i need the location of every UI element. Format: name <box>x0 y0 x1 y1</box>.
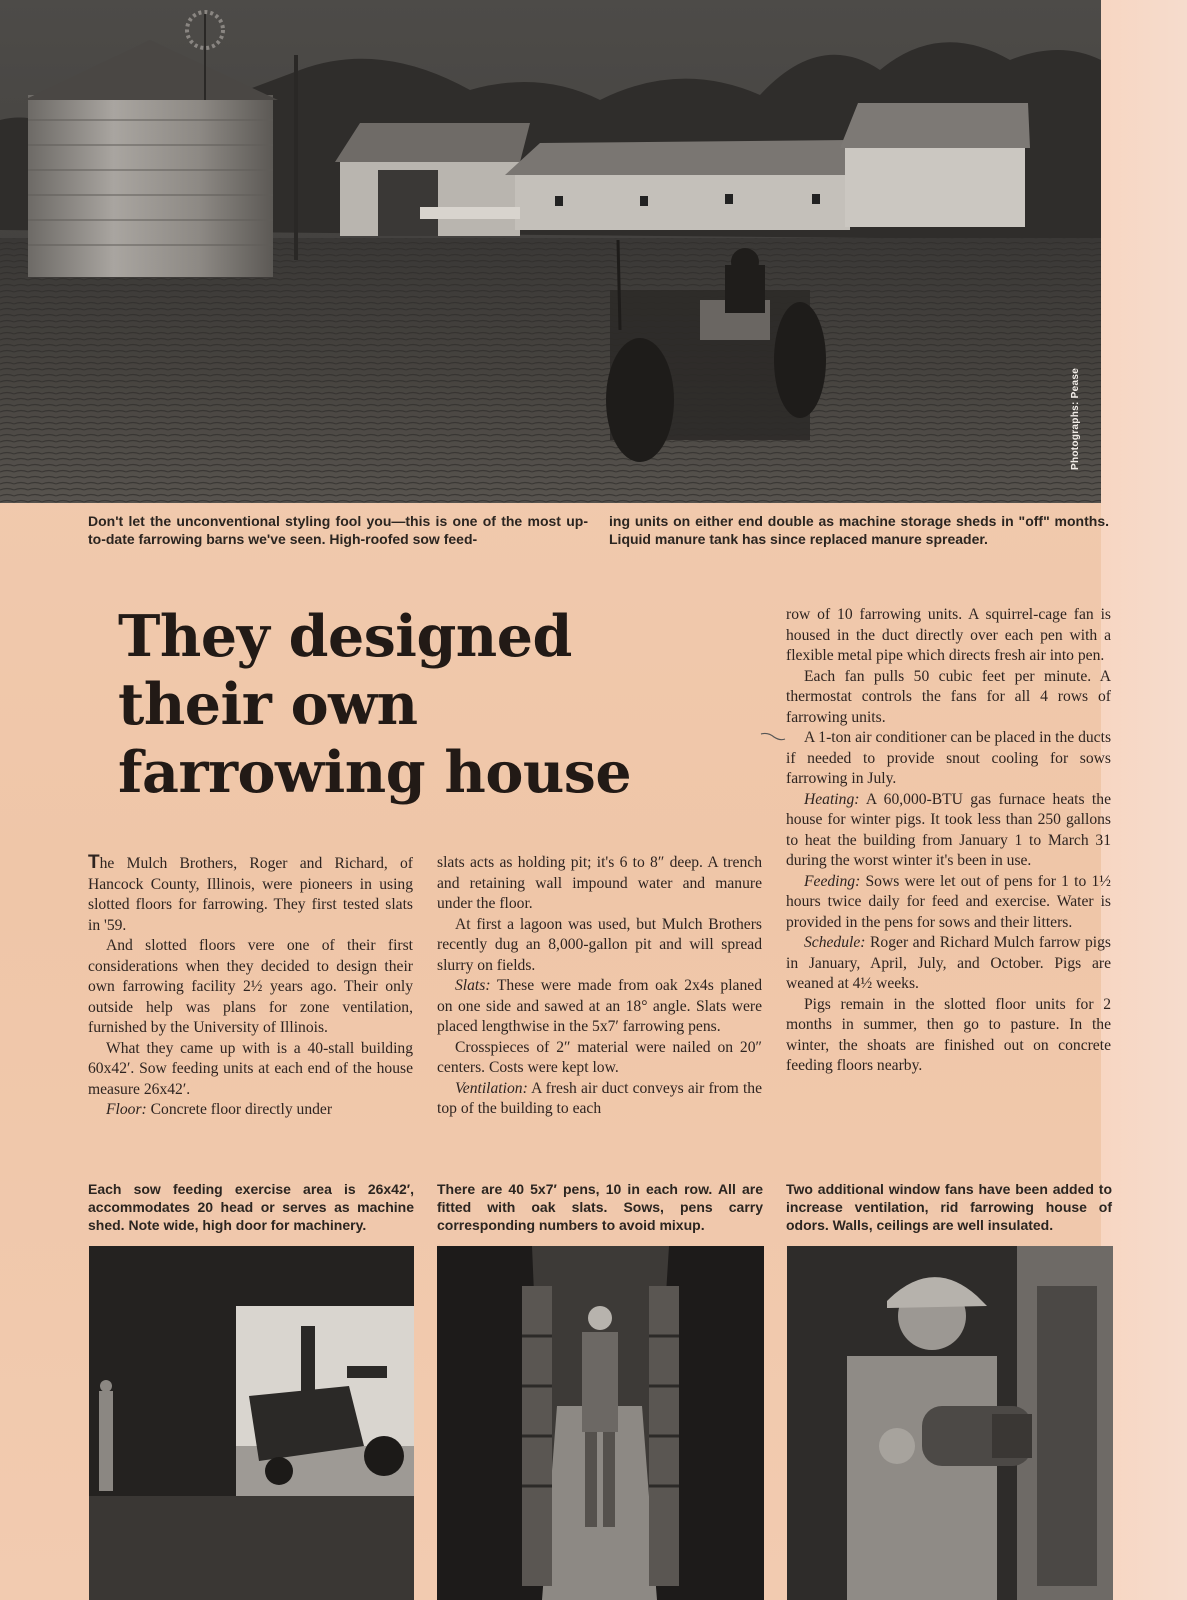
photo-caption-1: Each sow feeding exercise area is 26x42′, accommodates 20 head or serves as machine shed. Note wide, high door for machinery. <box>88 1181 414 1233</box>
paragraph: Pigs remain in the slotted floor units for 2 months in summer, then go to pasture. In the winter, the shoats are finished out on concrete feeding floors nearby. <box>786 995 1111 1074</box>
paragraph: A 1-ton air conditioner can be placed in the ducts if needed to provide snout cooling for sows farrowing in July. <box>786 729 1112 787</box>
paragraph: Schedule: Roger and Richard Mulch farrow pigs in January, April, July, and October. Pigs are weaned at 4½ weeks. <box>786 934 1111 992</box>
paragraph: The Mulch Brothers, Roger and Richard, of Hancock County, Illinois, were pioneers in using slotted floors for farrowing. They first tested slats in '59. <box>88 852 413 934</box>
paragraph: slats acts as holding pit; it's 6 to 8″ deep. A trench and retaining wall impound water and manure under the floor. <box>437 854 762 912</box>
run-in-head: Schedule: <box>804 934 866 951</box>
article-column-2 <box>437 853 762 1120</box>
article-headline <box>118 603 718 807</box>
run-in-head: Slats: <box>455 977 491 994</box>
pen-aisle-illustration <box>437 1246 764 1600</box>
paragraph: Ventilation: A fresh air duct conveys air from the top of the building to each <box>437 1079 762 1117</box>
run-in-head: Heating: <box>804 790 860 808</box>
paragraph: Slats: These were made from oak 2x4s planed on one side and sawed at an 18° angle. Slats were placed lengthwise in the 5x7′ farrowing pens. <box>437 977 762 1035</box>
hero-caption-left: Don't let the unconventional styling fool you—this is one of the most up-to-date farrowing barns we've seen. High-roofed sow feed- <box>88 513 588 547</box>
article-column-1 <box>88 853 413 1121</box>
pen-mark <box>760 731 786 743</box>
machine-shed-illustration <box>89 1246 414 1600</box>
photo-fan-installation <box>787 1246 1113 1600</box>
photo-machine-shed <box>89 1246 414 1600</box>
paragraph: row of 10 farrowing units. A squirrel-cage fan is housed in the duct directly over each pen with a flexible metal pipe which directs fresh air into pen. <box>786 606 1111 664</box>
run-in-head: Feeding: <box>804 872 861 890</box>
headline-line-3: farrowing house <box>118 739 632 806</box>
farm-scene-illustration <box>0 0 1101 503</box>
paragraph: What they came up with is a 40-stall building 60x42′. Sow feeding units at each end of the house measure 26x42′. <box>88 1039 413 1098</box>
paragraph: Floor: Concrete floor directly under <box>106 1101 333 1118</box>
paragraph: Crosspieces of 2″ material were nailed on 20″ centers. Costs were kept low. <box>437 1038 762 1076</box>
hero-photo <box>0 0 1101 503</box>
paragraph: At first a lagoon was used, but Mulch Brothers recently dug an 8,000-gallon pit and will spread slurry on fields. <box>437 915 762 974</box>
fan-installation-illustration <box>787 1246 1113 1600</box>
paragraph: Heating: A 60,000-BTU gas furnace heats the house for winter pigs. It took less than 250 gallons to heat the building from January 1 to March 31 during the worst winter it's been in use. <box>786 790 1111 869</box>
run-in-head: Ventilation: <box>455 1079 528 1097</box>
paragraph: Feeding: Sows were let out of pens for 1 to 1½ hours twice daily for feed and exercise. Water is provided in the pens for sows and their litters. <box>786 872 1111 931</box>
article-column-3 <box>786 605 1111 1077</box>
page-edge <box>1101 0 1187 1600</box>
photo-pen-aisle <box>437 1246 764 1600</box>
hero-caption-right: ing units on either end double as machine storage sheds in "off" months. Liquid manure tank has since replaced manure spreader. <box>609 513 1109 547</box>
photo-caption-3: Two additional window fans have been added to increase ventilation, rid farrowing house of odors. Walls, ceilings are well insulated. <box>786 1181 1112 1233</box>
paragraph: And slotted floors vere one of their first considerations when they decided to design their own farrowing facility 2½ years ago. Their only outside help was plans for zone ventilation, furnished by the University of Illinois. <box>88 937 413 1036</box>
paragraph: Each fan pulls 50 cubic feet per minute. A thermostat controls the fans for all 4 rows of farrowing units. <box>786 667 1111 726</box>
headline-line-2: their own <box>118 671 418 738</box>
photo-caption-2: There are 40 5x7′ pens, 10 in each row. All are fitted with oak slats. Sows, pens carry corresponding numbers to avoid mixup. <box>437 1181 763 1233</box>
photo-credit: Photographs: Pease <box>1070 367 1081 470</box>
drop-cap: T <box>88 852 100 873</box>
headline-line-1: They designed <box>118 603 572 670</box>
run-in-head: Floor: <box>106 1101 147 1118</box>
